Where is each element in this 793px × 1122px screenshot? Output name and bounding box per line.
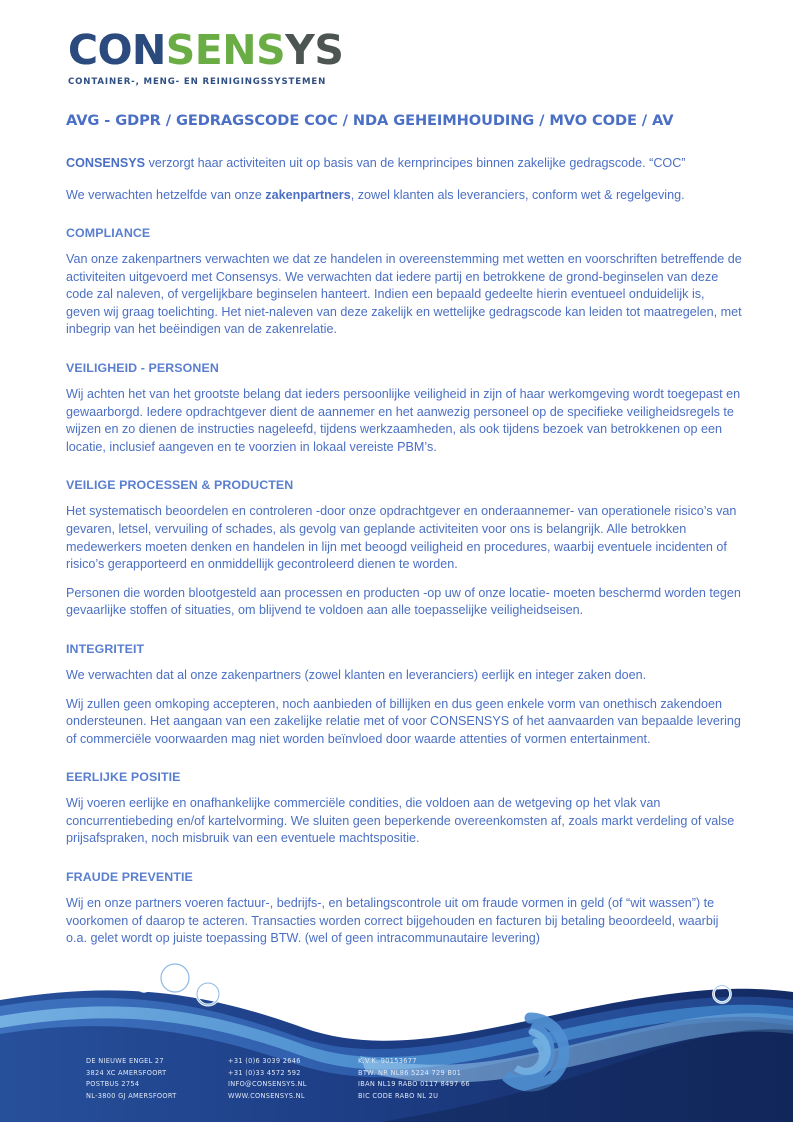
logo-tagline: CONTAINER-, MENG- EN REINIGINGSSYSTEMEN [68, 77, 327, 87]
footer-address-line: NL-3800 GJ AMERSFOORT [86, 1091, 177, 1100]
footer-address-line: POSTBUS 2754 [86, 1080, 140, 1089]
company-logo [68, 28, 398, 87]
section-veilige-processen-producten [66, 478, 742, 620]
section-paragraph: Wij en onze partners voeren factuur-, bedrijfs-, en betalingscontrole uit om fraude vormen in geld (of “wit wassen”) te voorkomen of daarop te acteren. Transacties worden correct bijgehouden en facturen bij betaling beoordeeld, waarbij o.a. gelet wordt op juiste toepassing BTW. (wel of geen intracommunautaire levering) [66, 896, 719, 946]
logo-wordmark [68, 28, 398, 72]
lead-bold-consensys: CONSENSYS [66, 156, 146, 170]
page-title: AVG - GDPR / GEDRAGSCODE COC / NDA GEHEIMHOUDING / MVO CODE / AV [66, 112, 674, 129]
footer-contact-block [0, 1056, 793, 1102]
logo-text-ys: YS [285, 26, 344, 74]
footer-contact-column [228, 1056, 358, 1102]
section-compliance [66, 226, 742, 339]
section-paragraph: Wij achten het van het grootste belang dat ieders persoonlijke veiligheid in zijn of haar werkomgeving wordt toegepast en gewaarborgd. Iedere opdrachtgever dient de aannemer en het aanwezig personeel op de specifieke veiligheidsregels te wijzen en zo dienen de instructies nageleefd, tijdens werkzaamheden, als ook tijdens bezoek van betrokkenen op een locatie, inclusief aangeven en te voorzien in lokaal vereiste PBM’s. [66, 386, 741, 454]
section-heading: VEILIGHEID - PERSONEN [66, 360, 219, 375]
document-body [66, 112, 742, 948]
section-paragraph: We verwachten dat al onze zakenpartners (zowel klanten en leveranciers) eerlijk en integer zaken doen. [66, 667, 647, 682]
footer-fiscal-column [358, 1056, 528, 1102]
lead-text-1: verzorgt haar activiteiten uit op basis van de kernprincipes binnen zakelijke gedragscode. “COC” [145, 156, 686, 170]
footer-email[interactable]: INFO@CONSENSYS.NL [228, 1080, 307, 1089]
section-veiligheid-personen [66, 361, 742, 456]
section-paragraph: Van onze zakenpartners verwachten we dat ze handelen in overeenstemming met wetten en voorschriften betreffende de activiteiten uitgevoerd met Consensys. We verwachten dat iedere partij en betrokkene de grond-beginselen van deze code zal naleven, of vergelijkbare beginselen hanteert. Indien een bepaald gedeelte hierin eventueel onduidelijk is, geven wij graag toelichting. Het niet-naleven van deze zakelijk en wettelijke gedragscode kan leiden tot maatregelen, met inbegrip van het beëindigen van de zakenrelatie. [66, 252, 742, 337]
section-integriteit [66, 642, 742, 748]
footer [0, 960, 793, 1122]
section-eerlijke-positie [66, 770, 742, 848]
lead-paragraph-1 [66, 155, 742, 172]
section-heading: FRAUDE PREVENTIE [66, 870, 193, 885]
footer-phone-mobile: +31 (0)6 3039 2646 [228, 1057, 301, 1065]
lead-bold-zakenpartners: zakenpartners [265, 188, 351, 202]
section-paragraph: Personen die worden blootgesteld aan processen en producten -op uw of onze locatie- moeten beschermd worden tegen gevaarlijke stoffen of situaties, om blijvend te voldoen aan alle toepasselijke veiligheidseisen. [66, 585, 741, 618]
section-heading: INTEGRITEIT [66, 641, 145, 656]
logo-text-con: CON [68, 26, 166, 74]
logo-text-sens: SENS [165, 26, 286, 74]
footer-bic-code: BIC CODE RABO NL 2U [358, 1091, 439, 1100]
footer-website[interactable]: WWW.CONSENSYS.NL [228, 1091, 305, 1100]
lead-paragraph-2 [66, 187, 742, 204]
lead-text-2b: , zowel klanten als leveranciers, conform wet & regelgeving. [350, 188, 685, 202]
section-heading: COMPLIANCE [66, 226, 151, 240]
footer-vat-number: BTW. NR NL86 5224 729 B01 [358, 1068, 462, 1077]
section-fraude-preventie [66, 870, 742, 948]
section-heading: EERLIJKE POSITIE [66, 770, 181, 785]
footer-address-line: 3824 XC AMERSFOORT [86, 1068, 167, 1077]
section-heading: VEILIGE PROCESSEN & PRODUCTEN [66, 478, 294, 493]
footer-address-line: DE NIEUWE ENGEL 27 [86, 1057, 164, 1065]
footer-address-column [86, 1056, 228, 1102]
lead-text-2a: We verwachten hetzelfde van onze [66, 188, 266, 202]
section-paragraph: Wij voeren eerlijke en onafhankelijke commerciële condities, die voldoen aan de wetgeving op het vlak van concurrentiebeding en/of kartelvorming. We sluiten geen beperkende overeenkomsten af, zoals markt verdeling of valse prijsafspraken, noch misbruik van een eventuele machtspositie. [66, 796, 735, 846]
section-paragraph: Wij zullen geen omkoping accepteren, noch aanbieden of billijken en dus geen enkele vorm van onethisch zakendoen ondersteunen. Het aangaan van een zakelijke relatie met of voor CONSENSYS of het aanvaarden van bepaalde levering of commerciële voorwaarden mag niet worden beïnvloed door waarde attenties of vormen entertainment. [66, 696, 741, 746]
footer-kvk-number: K.V.K. 90153677 [358, 1057, 417, 1065]
section-paragraph: Het systematisch beoordelen en controleren -door onze opdrachtgever en onderaannemer- van operationele risico’s van gevaren, letsel, vervuiling of schades, als gevolg van geplande activiteiten voor ons is belangrijk. Alle betrokken medewerkers moeten denken en handelen in lijn met beoogd veiligheid en procedures, waarbij eventuele incidenten of risico’s gerapporteerd en onmiddellijk gecontroleerd dienen te worden. [66, 504, 737, 572]
footer-phone-office: +31 (0)33 4572 592 [228, 1068, 301, 1077]
footer-iban: IBAN NL19 RABO 0117 8497 66 [358, 1080, 470, 1089]
